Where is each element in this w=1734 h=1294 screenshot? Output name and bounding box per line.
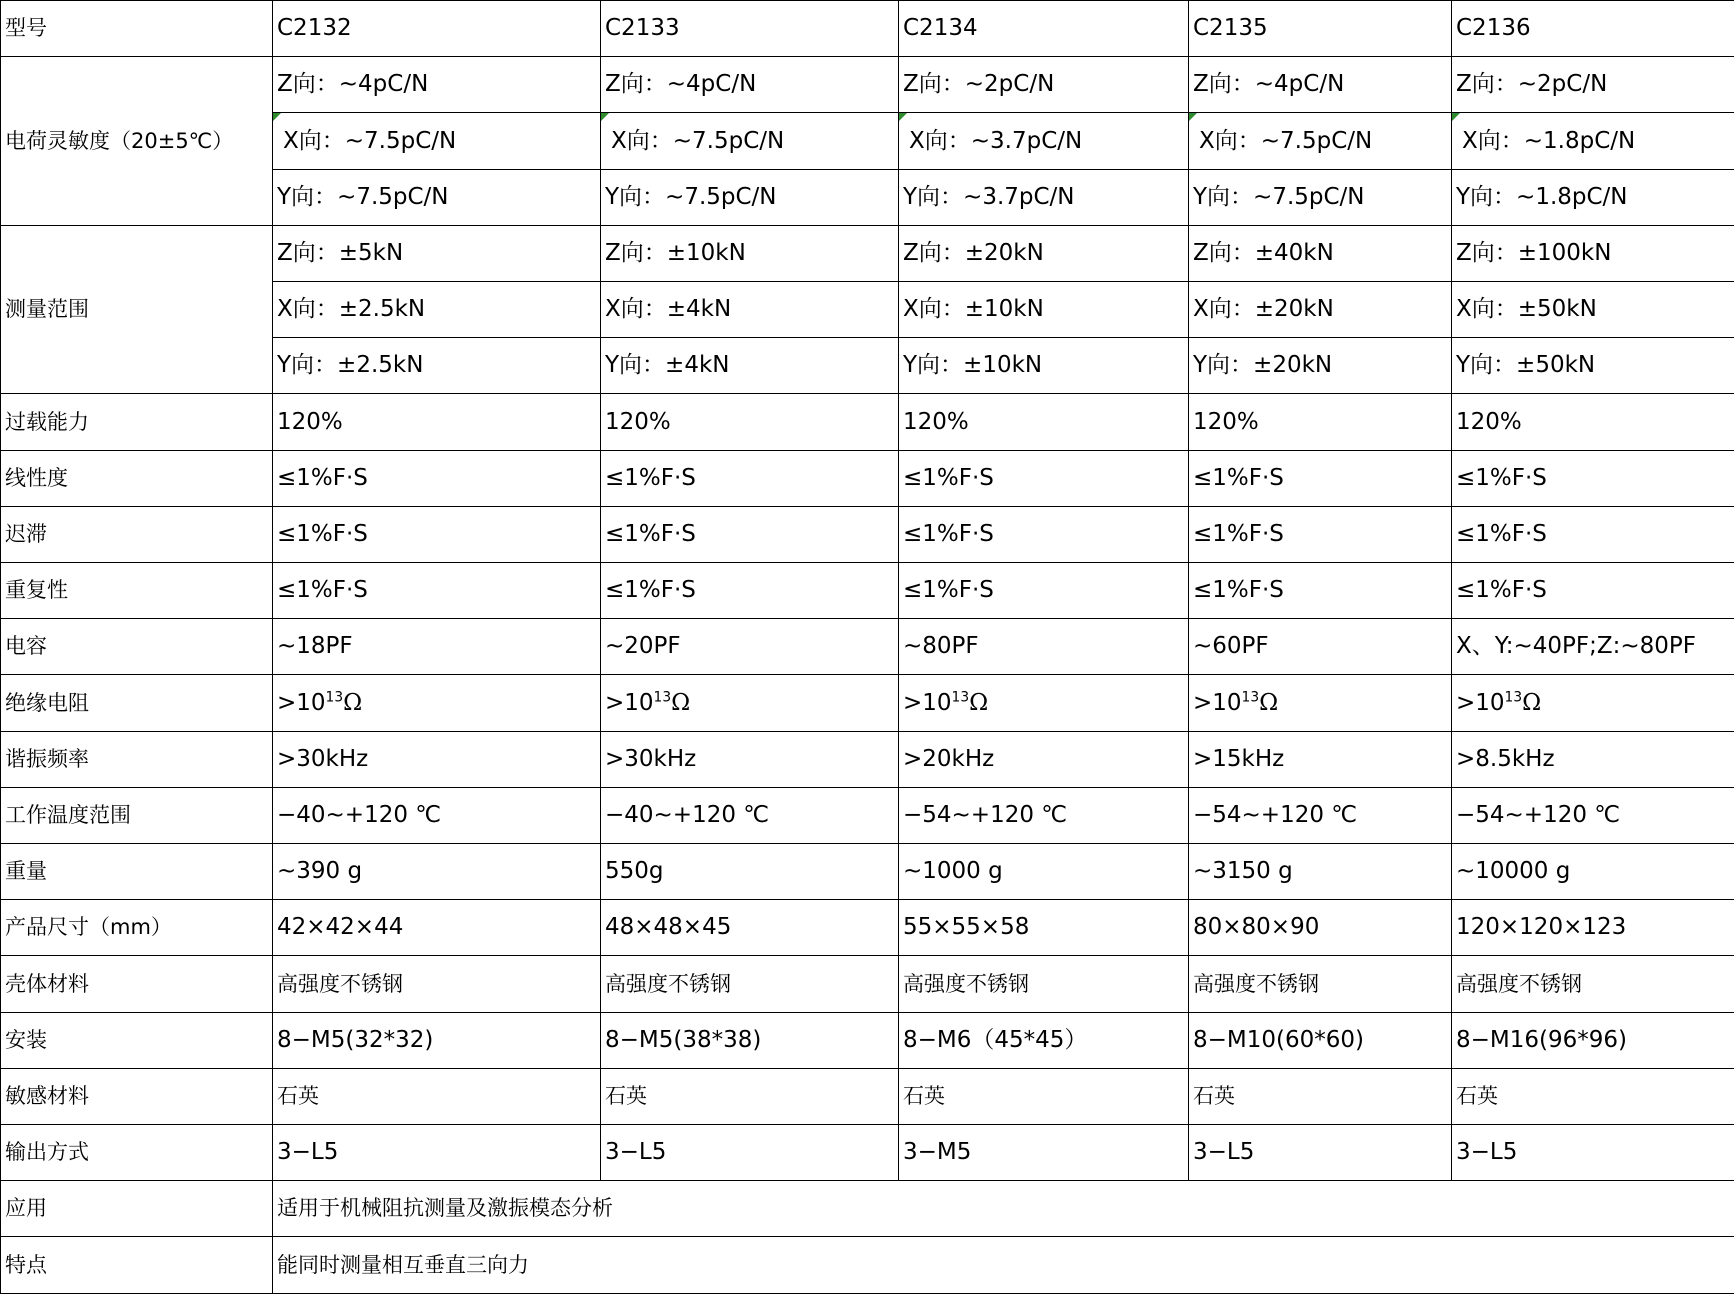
range-x-cell: X向：±4kN — [601, 282, 899, 338]
range-y-cell: Y向：±50kN — [1452, 338, 1734, 394]
capacitance-row — [1, 619, 1734, 675]
model-name: C2135 — [1189, 1, 1452, 57]
range-y-cell: Y向：±2.5kN — [273, 338, 601, 394]
housing-cell: 高强度不锈钢 — [273, 956, 601, 1012]
repeatability-label: 重复性 — [1, 563, 273, 619]
temperature-cell: −40~+120 ℃ — [273, 787, 601, 843]
range-z-row — [1, 225, 1734, 281]
range-x-cell: X向：±20kN — [1189, 282, 1452, 338]
insulation-prefix: >10 — [903, 689, 952, 716]
application-label: 应用 — [1, 1181, 273, 1237]
application-row — [1, 1181, 1734, 1237]
repeatability-row — [1, 563, 1734, 619]
features-value: 能同时测量相互垂直三向力 — [273, 1237, 1734, 1294]
weight-cell: ~390 g — [273, 844, 601, 900]
overload-cell: 120% — [601, 394, 899, 450]
insulation-unit: Ω — [343, 689, 363, 716]
sensitivity-x-cell: X向：~7.5pC/N — [273, 113, 601, 169]
sensitivity-y-cell: Y向：~3.7pC/N — [899, 169, 1189, 225]
overload-label: 过载能力 — [1, 394, 273, 450]
linearity-label: 线性度 — [1, 450, 273, 506]
housing-cell: 高强度不锈钢 — [1189, 956, 1452, 1012]
capacitance-label: 电容 — [1, 619, 273, 675]
capacitance-cell: X、Y:~40PF;Z:~80PF — [1452, 619, 1734, 675]
output-cell: 3−L5 — [1452, 1125, 1734, 1181]
insulation-exponent: 13 — [951, 688, 970, 705]
range-z-cell: Z向：±20kN — [899, 225, 1189, 281]
dimensions-cell: 80×80×90 — [1189, 900, 1452, 956]
mounting-cell: 8−M5(32*32) — [273, 1012, 601, 1068]
overload-cell: 120% — [1189, 394, 1452, 450]
sensitivity-z-cell: Z向：~4pC/N — [601, 57, 899, 113]
resonance-cell: >8.5kHz — [1452, 731, 1734, 787]
output-label: 输出方式 — [1, 1125, 273, 1181]
range-z-cell: Z向：±10kN — [601, 225, 899, 281]
sensitivity-x-cell: X向：~3.7pC/N — [899, 113, 1189, 169]
insulation-unit: Ω — [969, 689, 989, 716]
insulation-unit: Ω — [1259, 689, 1279, 716]
sensitivity-z-cell: Z向：~2pC/N — [1452, 57, 1734, 113]
output-cell: 3−L5 — [1189, 1125, 1452, 1181]
sensitivity-x-cell: X向：~7.5pC/N — [601, 113, 899, 169]
sensing-cell: 石英 — [1452, 1068, 1734, 1124]
hysteresis-row — [1, 506, 1734, 562]
range-z-cell: Z向：±100kN — [1452, 225, 1734, 281]
insulation-prefix: >10 — [605, 689, 654, 716]
sensitivity-y-cell: Y向：~1.8pC/N — [1452, 169, 1734, 225]
hysteresis-cell: ≤1%F·S — [1452, 506, 1734, 562]
resonance-cell: >15kHz — [1189, 731, 1452, 787]
insulation-cell — [1189, 675, 1452, 731]
range-y-cell: Y向：±4kN — [601, 338, 899, 394]
output-cell: 3−L5 — [273, 1125, 601, 1181]
hysteresis-label: 迟滞 — [1, 506, 273, 562]
output-cell: 3−L5 — [601, 1125, 899, 1181]
output-cell: 3−M5 — [899, 1125, 1189, 1181]
repeatability-cell: ≤1%F·S — [273, 563, 601, 619]
weight-row — [1, 844, 1734, 900]
resonance-cell: >30kHz — [601, 731, 899, 787]
model-name: C2134 — [899, 1, 1189, 57]
repeatability-cell: ≤1%F·S — [601, 563, 899, 619]
resonance-label: 谐振频率 — [1, 731, 273, 787]
temperature-label: 工作温度范围 — [1, 787, 273, 843]
hysteresis-cell: ≤1%F·S — [601, 506, 899, 562]
insulation-unit: Ω — [671, 689, 691, 716]
temperature-row — [1, 787, 1734, 843]
range-label: 测量范围 — [1, 225, 273, 394]
mounting-cell: 8−M5(38*38) — [601, 1012, 899, 1068]
hysteresis-cell: ≤1%F·S — [1189, 506, 1452, 562]
linearity-row — [1, 450, 1734, 506]
overload-cell: 120% — [1452, 394, 1734, 450]
repeatability-cell: ≤1%F·S — [1189, 563, 1452, 619]
sensitivity-z-cell: Z向：~2pC/N — [899, 57, 1189, 113]
sensing-label: 敏感材料 — [1, 1068, 273, 1124]
dimensions-cell: 48×48×45 — [601, 900, 899, 956]
overload-cell: 120% — [899, 394, 1189, 450]
linearity-cell: ≤1%F·S — [1452, 450, 1734, 506]
insulation-prefix: >10 — [277, 689, 326, 716]
housing-row — [1, 956, 1734, 1012]
range-z-cell: Z向：±5kN — [273, 225, 601, 281]
repeatability-cell: ≤1%F·S — [899, 563, 1189, 619]
range-y-cell: Y向：±20kN — [1189, 338, 1452, 394]
sensitivity-y-cell: Y向：~7.5pC/N — [601, 169, 899, 225]
sensitivity-x-cell: X向：~7.5pC/N — [1189, 113, 1452, 169]
mounting-row — [1, 1012, 1734, 1068]
sensitivity-label: 电荷灵敏度（20±5℃） — [1, 57, 273, 226]
sensitivity-y-cell: Y向：~7.5pC/N — [1189, 169, 1452, 225]
capacitance-cell: ~80PF — [899, 619, 1189, 675]
dimensions-cell: 120×120×123 — [1452, 900, 1734, 956]
output-row — [1, 1125, 1734, 1181]
mounting-cell: 8−M16(96*96) — [1452, 1012, 1734, 1068]
insulation-prefix: >10 — [1193, 689, 1242, 716]
sensitivity-y-cell: Y向：~7.5pC/N — [273, 169, 601, 225]
housing-cell: 高强度不锈钢 — [601, 956, 899, 1012]
sensing-cell: 石英 — [899, 1068, 1189, 1124]
insulation-label: 绝缘电阻 — [1, 675, 273, 731]
housing-cell: 高强度不锈钢 — [899, 956, 1189, 1012]
application-value: 适用于机械阻抗测量及激振模态分析 — [273, 1181, 1734, 1237]
dimensions-row — [1, 900, 1734, 956]
insulation-cell — [273, 675, 601, 731]
resonance-cell: >30kHz — [273, 731, 601, 787]
linearity-cell: ≤1%F·S — [899, 450, 1189, 506]
model-label: 型号 — [1, 1, 273, 57]
mounting-cell: 8−M6（45*45） — [899, 1012, 1189, 1068]
features-row — [1, 1237, 1734, 1294]
insulation-exponent: 13 — [325, 688, 344, 705]
capacitance-cell: ~20PF — [601, 619, 899, 675]
range-x-cell: X向：±10kN — [899, 282, 1189, 338]
temperature-cell: −40~+120 ℃ — [601, 787, 899, 843]
range-z-cell: Z向：±40kN — [1189, 225, 1452, 281]
temperature-cell: −54~+120 ℃ — [1189, 787, 1452, 843]
insulation-cell — [601, 675, 899, 731]
sensitivity-z-row — [1, 57, 1734, 113]
linearity-cell: ≤1%F·S — [1189, 450, 1452, 506]
insulation-prefix: >10 — [1456, 689, 1505, 716]
insulation-unit: Ω — [1522, 689, 1542, 716]
capacitance-cell: ~18PF — [273, 619, 601, 675]
features-label: 特点 — [1, 1237, 273, 1294]
weight-cell: ~10000 g — [1452, 844, 1734, 900]
hysteresis-cell: ≤1%F·S — [899, 506, 1189, 562]
model-name: C2133 — [601, 1, 899, 57]
insulation-cell — [899, 675, 1189, 731]
sensitivity-x-cell: X向：~1.8pC/N — [1452, 113, 1734, 169]
range-y-cell: Y向：±10kN — [899, 338, 1189, 394]
temperature-cell: −54~+120 ℃ — [1452, 787, 1734, 843]
dimensions-cell: 55×55×58 — [899, 900, 1189, 956]
insulation-exponent: 13 — [1241, 688, 1260, 705]
sensing-cell: 石英 — [273, 1068, 601, 1124]
weight-cell: 550g — [601, 844, 899, 900]
model-row — [1, 1, 1734, 57]
dimensions-cell: 42×42×44 — [273, 900, 601, 956]
sensitivity-z-cell: Z向：~4pC/N — [273, 57, 601, 113]
insulation-exponent: 13 — [653, 688, 672, 705]
insulation-row — [1, 675, 1734, 731]
temperature-cell: −54~+120 ℃ — [899, 787, 1189, 843]
mounting-cell: 8−M10(60*60) — [1189, 1012, 1452, 1068]
range-x-cell: X向：±50kN — [1452, 282, 1734, 338]
sensing-row — [1, 1068, 1734, 1124]
range-x-cell: X向：±2.5kN — [273, 282, 601, 338]
linearity-cell: ≤1%F·S — [273, 450, 601, 506]
weight-cell: ~1000 g — [899, 844, 1189, 900]
sensing-cell: 石英 — [601, 1068, 899, 1124]
sensing-cell: 石英 — [1189, 1068, 1452, 1124]
model-name: C2136 — [1452, 1, 1734, 57]
housing-cell: 高强度不锈钢 — [1452, 956, 1734, 1012]
repeatability-cell: ≤1%F·S — [1452, 563, 1734, 619]
resonance-cell: >20kHz — [899, 731, 1189, 787]
housing-label: 壳体材料 — [1, 956, 273, 1012]
model-name: C2132 — [273, 1, 601, 57]
overload-cell: 120% — [273, 394, 601, 450]
sensitivity-z-cell: Z向：~4pC/N — [1189, 57, 1452, 113]
hysteresis-cell: ≤1%F·S — [273, 506, 601, 562]
insulation-exponent: 13 — [1504, 688, 1523, 705]
weight-label: 重量 — [1, 844, 273, 900]
dimensions-label: 产品尺寸（mm） — [1, 900, 273, 956]
linearity-cell: ≤1%F·S — [601, 450, 899, 506]
mounting-label: 安装 — [1, 1012, 273, 1068]
weight-cell: ~3150 g — [1189, 844, 1452, 900]
capacitance-cell: ~60PF — [1189, 619, 1452, 675]
resonance-row — [1, 731, 1734, 787]
insulation-cell — [1452, 675, 1734, 731]
overload-row — [1, 394, 1734, 450]
